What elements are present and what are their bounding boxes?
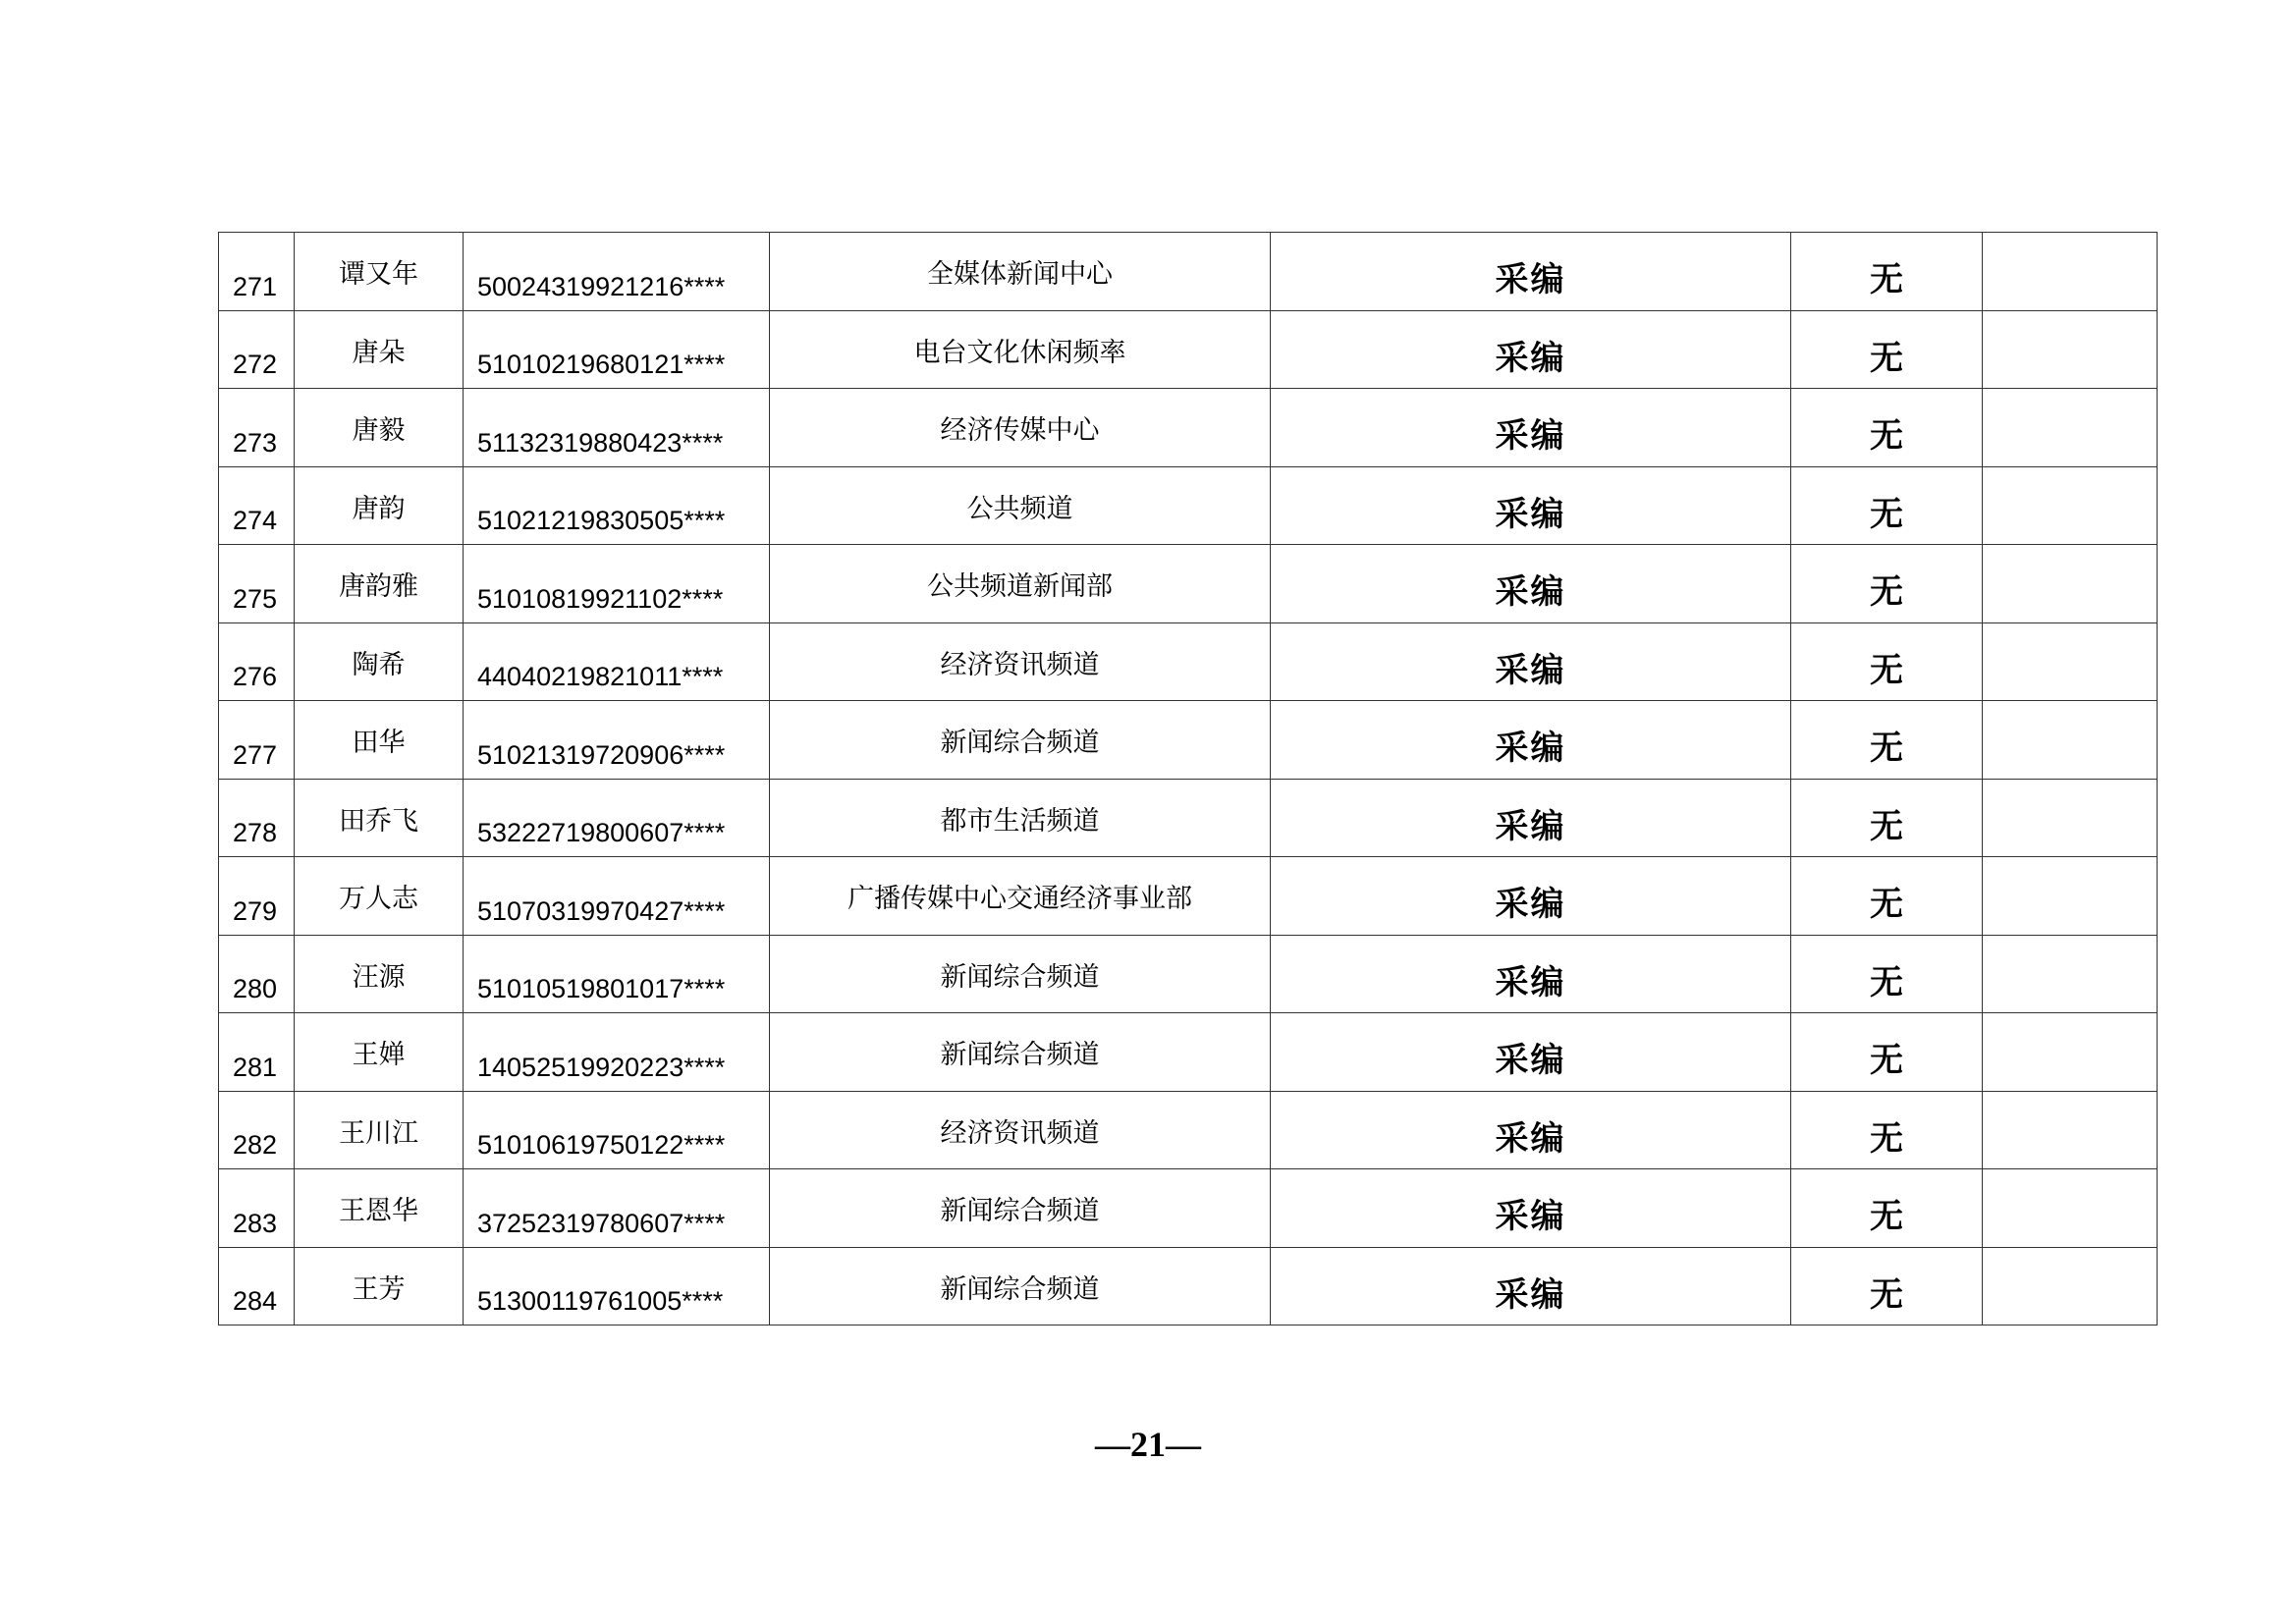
cell-post-type bbox=[1271, 233, 1791, 311]
cell-person-name bbox=[295, 935, 464, 1013]
row-seq-number: 276 bbox=[233, 662, 278, 691]
department: 新闻综合频道 bbox=[940, 1273, 1100, 1305]
cell-person-name bbox=[295, 1247, 464, 1325]
row-seq-number: 281 bbox=[233, 1052, 278, 1082]
status-flag: 无 bbox=[1870, 650, 1903, 690]
person-name: 唐朵 bbox=[352, 337, 406, 368]
person-name: 田乔飞 bbox=[339, 805, 418, 837]
row-seq-number: 272 bbox=[233, 350, 278, 379]
cell-id-number bbox=[464, 310, 770, 389]
roster-table bbox=[218, 232, 2158, 1325]
cell-id-number bbox=[464, 779, 770, 857]
cell-row-seq-number bbox=[219, 466, 295, 545]
cell-department bbox=[770, 466, 1271, 545]
cell-post-type bbox=[1271, 1091, 1791, 1169]
cell-status-flag bbox=[1791, 1247, 1983, 1325]
cell-note bbox=[1983, 701, 2158, 780]
department: 新闻综合频道 bbox=[940, 728, 1100, 758]
department: 全媒体新闻中心 bbox=[927, 259, 1113, 290]
cell-department bbox=[770, 545, 1271, 623]
table-row bbox=[219, 1169, 2158, 1248]
status-flag: 无 bbox=[1870, 416, 1903, 456]
status-flag: 无 bbox=[1870, 338, 1903, 378]
cell-status-flag bbox=[1791, 310, 1983, 389]
table-row bbox=[219, 1013, 2158, 1092]
cell-status-flag bbox=[1791, 545, 1983, 623]
cell-post-type bbox=[1271, 466, 1791, 545]
cell-note bbox=[1983, 779, 2158, 857]
department: 都市生活频道 bbox=[940, 805, 1100, 837]
id-number: 51070319970427**** bbox=[477, 895, 726, 926]
cell-status-flag bbox=[1791, 701, 1983, 780]
post-type: 采编 bbox=[1495, 962, 1566, 1002]
table-row bbox=[219, 701, 2158, 780]
person-name: 王恩华 bbox=[339, 1196, 418, 1226]
cell-department bbox=[770, 857, 1271, 936]
cell-row-seq-number bbox=[219, 622, 295, 701]
cell-id-number bbox=[464, 1013, 770, 1092]
person-name: 唐韵雅 bbox=[339, 571, 418, 602]
row-seq-number: 278 bbox=[233, 818, 278, 847]
cell-post-type bbox=[1271, 1013, 1791, 1092]
row-seq-number: 273 bbox=[233, 427, 278, 458]
post-type: 采编 bbox=[1495, 1041, 1566, 1080]
cell-row-seq-number bbox=[219, 935, 295, 1013]
cell-post-type bbox=[1271, 310, 1791, 389]
cell-note bbox=[1983, 466, 2158, 545]
cell-row-seq-number bbox=[219, 701, 295, 780]
cell-person-name bbox=[295, 466, 464, 545]
row-seq-number: 274 bbox=[233, 506, 278, 535]
cell-note bbox=[1983, 389, 2158, 467]
cell-row-seq-number bbox=[219, 545, 295, 623]
row-seq-number: 284 bbox=[233, 1286, 278, 1316]
cell-note bbox=[1983, 1247, 2158, 1325]
status-flag: 无 bbox=[1870, 1118, 1903, 1159]
id-number: 51021319720906**** bbox=[477, 739, 726, 770]
id-number: 51132319880423**** bbox=[477, 427, 724, 458]
row-seq-number: 279 bbox=[233, 895, 278, 926]
cell-row-seq-number bbox=[219, 779, 295, 857]
cell-id-number bbox=[464, 857, 770, 936]
cell-row-seq-number bbox=[219, 310, 295, 389]
row-seq-number: 283 bbox=[233, 1208, 278, 1238]
table-row bbox=[219, 779, 2158, 857]
row-seq-number: 280 bbox=[233, 974, 278, 1003]
cell-status-flag bbox=[1791, 233, 1983, 311]
cell-row-seq-number bbox=[219, 1169, 295, 1248]
department: 经济传媒中心 bbox=[940, 415, 1100, 446]
person-name: 唐毅 bbox=[352, 415, 406, 446]
id-number: 51010619750122**** bbox=[477, 1130, 726, 1160]
cell-department bbox=[770, 935, 1271, 1013]
table-row bbox=[219, 857, 2158, 936]
status-flag: 无 bbox=[1870, 1274, 1903, 1315]
cell-post-type bbox=[1271, 622, 1791, 701]
status-flag: 无 bbox=[1870, 806, 1903, 846]
table-row bbox=[219, 935, 2158, 1013]
table-row bbox=[219, 622, 2158, 701]
cell-status-flag bbox=[1791, 1169, 1983, 1248]
cell-department bbox=[770, 622, 1271, 701]
cell-post-type bbox=[1271, 1247, 1791, 1325]
post-type: 采编 bbox=[1495, 572, 1566, 612]
cell-status-flag bbox=[1791, 389, 1983, 467]
cell-id-number bbox=[464, 233, 770, 311]
cell-id-number bbox=[464, 389, 770, 467]
id-number: 37252319780607**** bbox=[477, 1208, 726, 1238]
id-number: 51010219680121**** bbox=[477, 350, 726, 379]
cell-department bbox=[770, 701, 1271, 780]
cell-department bbox=[770, 1013, 1271, 1092]
person-name: 陶希 bbox=[352, 649, 406, 680]
cell-person-name bbox=[295, 622, 464, 701]
cell-id-number bbox=[464, 1169, 770, 1248]
cell-department bbox=[770, 1169, 1271, 1248]
table-row bbox=[219, 389, 2158, 467]
post-type: 采编 bbox=[1495, 1197, 1566, 1236]
department: 经济资讯频道 bbox=[940, 649, 1100, 680]
cell-person-name bbox=[295, 857, 464, 936]
cell-id-number bbox=[464, 1091, 770, 1169]
id-number: 50024319921216**** bbox=[477, 271, 726, 301]
cell-note bbox=[1983, 545, 2158, 623]
id-number: 44040219821011**** bbox=[477, 662, 724, 691]
cell-note bbox=[1983, 233, 2158, 311]
cell-row-seq-number bbox=[219, 857, 295, 936]
person-name: 汪源 bbox=[352, 961, 406, 993]
post-type: 采编 bbox=[1495, 806, 1566, 846]
cell-status-flag bbox=[1791, 779, 1983, 857]
status-flag: 无 bbox=[1870, 260, 1903, 299]
cell-person-name bbox=[295, 1169, 464, 1248]
id-number: 51010519801017**** bbox=[477, 974, 726, 1003]
department: 公共频道 bbox=[966, 493, 1073, 524]
cell-id-number bbox=[464, 701, 770, 780]
cell-note bbox=[1983, 310, 2158, 389]
post-type: 采编 bbox=[1495, 494, 1566, 534]
table-row bbox=[219, 1247, 2158, 1325]
row-seq-number: 275 bbox=[233, 583, 278, 614]
page-number: —21— bbox=[1095, 1425, 1201, 1464]
table-row bbox=[219, 233, 2158, 311]
person-name: 王川江 bbox=[339, 1117, 418, 1149]
department: 广播传媒中心交通经济事业部 bbox=[847, 884, 1192, 914]
cell-person-name bbox=[295, 1091, 464, 1169]
cell-id-number bbox=[464, 622, 770, 701]
post-type: 采编 bbox=[1495, 729, 1566, 768]
cell-note bbox=[1983, 1013, 2158, 1092]
cell-status-flag bbox=[1791, 857, 1983, 936]
status-flag: 无 bbox=[1870, 1041, 1903, 1080]
post-type: 采编 bbox=[1495, 338, 1566, 378]
person-name: 王芳 bbox=[352, 1273, 406, 1305]
row-seq-number: 271 bbox=[233, 271, 278, 301]
cell-department bbox=[770, 1247, 1271, 1325]
cell-row-seq-number bbox=[219, 233, 295, 311]
cell-note bbox=[1983, 622, 2158, 701]
cell-id-number bbox=[464, 466, 770, 545]
cell-status-flag bbox=[1791, 466, 1983, 545]
status-flag: 无 bbox=[1870, 729, 1903, 768]
cell-id-number bbox=[464, 1247, 770, 1325]
cell-id-number bbox=[464, 935, 770, 1013]
department: 新闻综合频道 bbox=[940, 1040, 1100, 1070]
row-seq-number: 277 bbox=[233, 739, 278, 770]
status-flag: 无 bbox=[1870, 885, 1903, 924]
cell-note bbox=[1983, 857, 2158, 936]
department: 电台文化休闲频率 bbox=[913, 337, 1126, 368]
cell-status-flag bbox=[1791, 1091, 1983, 1169]
person-name: 王婵 bbox=[352, 1040, 406, 1070]
department: 新闻综合频道 bbox=[940, 961, 1100, 993]
table-row bbox=[219, 310, 2158, 389]
department: 新闻综合频道 bbox=[940, 1196, 1100, 1226]
id-number: 51300119761005**** bbox=[477, 1286, 724, 1316]
cell-post-type bbox=[1271, 935, 1791, 1013]
cell-status-flag bbox=[1791, 622, 1983, 701]
cell-row-seq-number bbox=[219, 389, 295, 467]
department: 经济资讯频道 bbox=[940, 1117, 1100, 1149]
roster-body bbox=[219, 233, 2158, 1325]
cell-department bbox=[770, 233, 1271, 311]
cell-department bbox=[770, 389, 1271, 467]
table-row bbox=[219, 1091, 2158, 1169]
department: 公共频道新闻部 bbox=[927, 571, 1113, 602]
person-name: 唐韵 bbox=[352, 493, 406, 524]
cell-note bbox=[1983, 1169, 2158, 1248]
person-name: 万人志 bbox=[339, 884, 418, 914]
post-type: 采编 bbox=[1495, 1274, 1566, 1315]
post-type: 采编 bbox=[1495, 650, 1566, 690]
cell-department bbox=[770, 310, 1271, 389]
cell-row-seq-number bbox=[219, 1247, 295, 1325]
cell-department bbox=[770, 1091, 1271, 1169]
cell-post-type bbox=[1271, 701, 1791, 780]
cell-row-seq-number bbox=[219, 1091, 295, 1169]
cell-person-name bbox=[295, 545, 464, 623]
person-name: 谭又年 bbox=[339, 259, 418, 290]
post-type: 采编 bbox=[1495, 885, 1566, 924]
id-number: 53222719800607**** bbox=[477, 818, 726, 847]
id-number: 51010819921102**** bbox=[477, 583, 724, 614]
table-row bbox=[219, 545, 2158, 623]
cell-row-seq-number bbox=[219, 1013, 295, 1092]
id-number: 14052519920223**** bbox=[477, 1052, 726, 1082]
cell-status-flag bbox=[1791, 935, 1983, 1013]
cell-post-type bbox=[1271, 779, 1791, 857]
post-type: 采编 bbox=[1495, 416, 1566, 456]
cell-post-type bbox=[1271, 857, 1791, 936]
row-seq-number: 282 bbox=[233, 1130, 278, 1160]
cell-id-number bbox=[464, 545, 770, 623]
cell-person-name bbox=[295, 1013, 464, 1092]
person-name: 田华 bbox=[352, 728, 406, 758]
table-row bbox=[219, 466, 2158, 545]
cell-status-flag bbox=[1791, 1013, 1983, 1092]
cell-person-name bbox=[295, 389, 464, 467]
post-type: 采编 bbox=[1495, 1118, 1566, 1159]
status-flag: 无 bbox=[1870, 1197, 1903, 1236]
cell-post-type bbox=[1271, 389, 1791, 467]
cell-person-name bbox=[295, 779, 464, 857]
cell-note bbox=[1983, 935, 2158, 1013]
status-flag: 无 bbox=[1870, 962, 1903, 1002]
status-flag: 无 bbox=[1870, 494, 1903, 534]
post-type: 采编 bbox=[1495, 260, 1566, 299]
cell-person-name bbox=[295, 701, 464, 780]
cell-note bbox=[1983, 1091, 2158, 1169]
cell-person-name bbox=[295, 310, 464, 389]
cell-post-type bbox=[1271, 1169, 1791, 1248]
cell-person-name bbox=[295, 233, 464, 311]
cell-post-type bbox=[1271, 545, 1791, 623]
id-number: 51021219830505**** bbox=[477, 506, 726, 535]
cell-department bbox=[770, 779, 1271, 857]
status-flag: 无 bbox=[1870, 572, 1903, 612]
